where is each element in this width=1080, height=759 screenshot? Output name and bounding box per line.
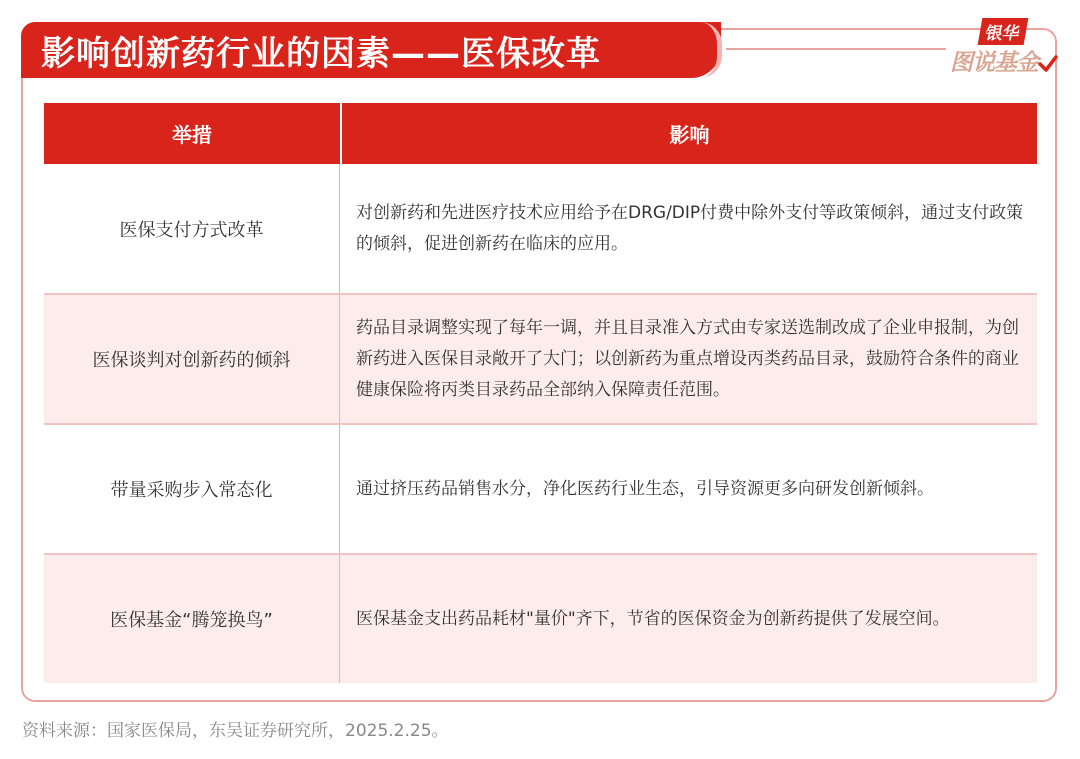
measures-table [44,103,1037,683]
table-header [44,103,1037,164]
impact-cell: 对创新药和先进医疗技术应用给予在DRG/DIP付费中除外支付等政策倾斜，通过支付政策的倾斜，促进创新药在临床的应用。 [356,202,1024,254]
measure-cell: 医保基金“腾笼换鸟” [44,555,340,683]
header-impact: 影响 [669,123,710,147]
table-row [44,164,1037,295]
header-measure: 举措 [44,103,342,164]
impact-cell: 医保基金支出药品耗材"量价"齐下，节省的医保资金为创新药提供了发展空间。 [356,608,950,629]
page-title: 影响创新药行业的因素——医保改革 [41,33,601,74]
brand-logo [946,18,1060,78]
brand-bottom-text: 图说基金 [950,50,1038,76]
measure-cell: 医保谈判对创新药的倾斜 [44,295,340,423]
measure-cell: 医保支付方式改革 [44,164,340,293]
impact-cell: 通过挤压药品销售水分，净化医药行业生态，引导资源更多向研发创新倾斜。 [356,478,934,499]
brand-top-text: 银华 [978,18,1029,45]
checkmark-icon [1038,54,1058,74]
title-divider [726,48,946,50]
impact-cell: 药品目录调整实现了每年一调，并且目录准入方式由专家送选制改成了企业申报制，为创新药进入医保目录敞开了大门；以创新药为重点增设丙类药品目录，鼓励符合条件的商业健康保险将丙类目录药品全部纳入保障责任范围。 [356,317,1019,400]
table-row [44,295,1037,425]
title-banner [21,22,721,78]
measure-cell: 带量采购步入常态化 [44,425,340,553]
table-row [44,555,1037,683]
table-row [44,425,1037,555]
source-note: 资料来源：国家医保局，东吴证券研究所，2025.2.25。 [22,721,449,741]
